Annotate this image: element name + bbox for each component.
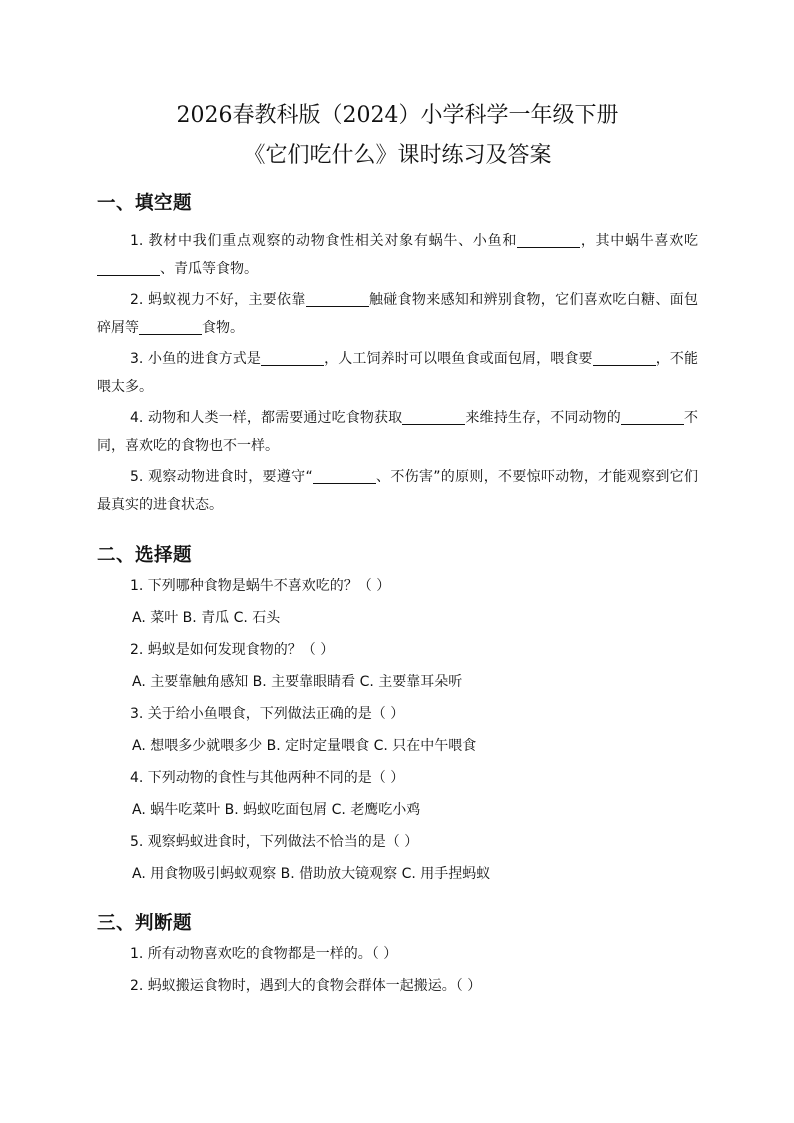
choice-options-4: A. 蜗牛吃菜叶 B. 蚂蚁吃面包屑 C. 老鹰吃小鸡	[132, 802, 421, 818]
choice-question-2: 2. 蚂蚁是如何发现食物的？（ ）	[130, 642, 335, 658]
choice-options-1: A. 菜叶 B. 青瓜 C. 石头	[132, 610, 281, 626]
question-text: 3. 小鱼的进食方式是	[130, 351, 261, 367]
section-heading-true-false: 三、判断题	[97, 913, 193, 934]
question-text: 5. 观察动物进食时，要遵守“	[130, 469, 313, 485]
fill-in-question-1	[97, 227, 698, 283]
choice-options-3: A. 想喂多少就喂多少 B. 定时定量喂食 C. 只在中午喂食	[132, 738, 477, 754]
question-text: 不同，喜欢吃的食物也不一样。	[97, 410, 699, 454]
choice-question-1: 1. 下列哪种食物是蜗牛不喜欢吃的？（ ）	[130, 578, 391, 594]
fill-in-question-2	[97, 286, 698, 342]
section-heading-multiple-choice: 二、选择题	[97, 545, 193, 566]
fill-in-question-3	[97, 345, 698, 401]
question-text: 来维持生存，不同动物的	[465, 410, 621, 426]
question-text: 、不伤害”的原则，不要惊吓动物，才能观察到它们最真实的进食状态。	[97, 469, 698, 513]
fill-in-question-4	[97, 404, 698, 460]
true-false-question-2: 2. 蚂蚁搬运食物时，遇到大的食物会群体一起搬运。（ ）	[130, 978, 482, 994]
answer-blank	[517, 232, 580, 248]
answer-blank	[261, 350, 324, 366]
section-heading-fill-in: 一、填空题	[97, 193, 193, 214]
fill-in-question-5	[97, 463, 698, 519]
question-text: ，人工饲养时可以喂鱼食或面包屑，喂食要	[324, 351, 593, 367]
choice-question-4: 4. 下列动物的食性与其他两种不同的是（ ）	[130, 770, 405, 786]
choice-question-5: 5. 观察蚂蚁进食时，下列做法不恰当的是（ ）	[130, 834, 419, 850]
answer-blank	[139, 319, 202, 335]
answer-blank	[593, 350, 656, 366]
document-title-line-2: 《它们吃什么》课时练习及答案	[243, 143, 552, 168]
answer-blank	[97, 260, 160, 276]
question-text: 1. 教材中我们重点观察的动物食性相关对象有蜗牛、小鱼和	[130, 233, 518, 249]
true-false-question-list	[97, 943, 698, 997]
document-title-line-1: 2026春教科版（2024）小学科学一年级下册	[176, 103, 619, 128]
question-text: 、青瓜等食物。	[160, 261, 258, 277]
answer-blank	[402, 409, 465, 425]
multiple-choice-question-list	[97, 575, 698, 885]
question-text: ，其中蜗牛喜欢吃	[580, 233, 699, 249]
choice-question-3: 3. 关于给小鱼喂食，下列做法正确的是（ ）	[130, 706, 405, 722]
true-false-question-1: 1. 所有动物喜欢吃的食物都是一样的。（ ）	[130, 946, 398, 962]
fill-in-question-list	[97, 227, 698, 519]
choice-options-5: A. 用食物吸引蚂蚁观察 B. 借助放大镜观察 C. 用手捏蚂蚁	[132, 866, 491, 882]
question-text: 触碰食物来感知和辨别食物，它们喜欢吃白糖、面包碎屑等	[97, 292, 699, 336]
question-text: ，不能喂太多。	[97, 351, 699, 395]
choice-options-2: A. 主要靠触角感知 B. 主要靠眼睛看 C. 主要靠耳朵听	[132, 674, 463, 690]
answer-blank	[306, 291, 369, 307]
question-text: 2. 蚂蚁视力不好，主要依靠	[130, 292, 306, 308]
answer-blank	[621, 409, 684, 425]
question-text: 4. 动物和人类一样，都需要通过吃食物获取	[130, 410, 403, 426]
answer-blank	[313, 468, 376, 484]
question-text: 食物。	[202, 320, 244, 336]
